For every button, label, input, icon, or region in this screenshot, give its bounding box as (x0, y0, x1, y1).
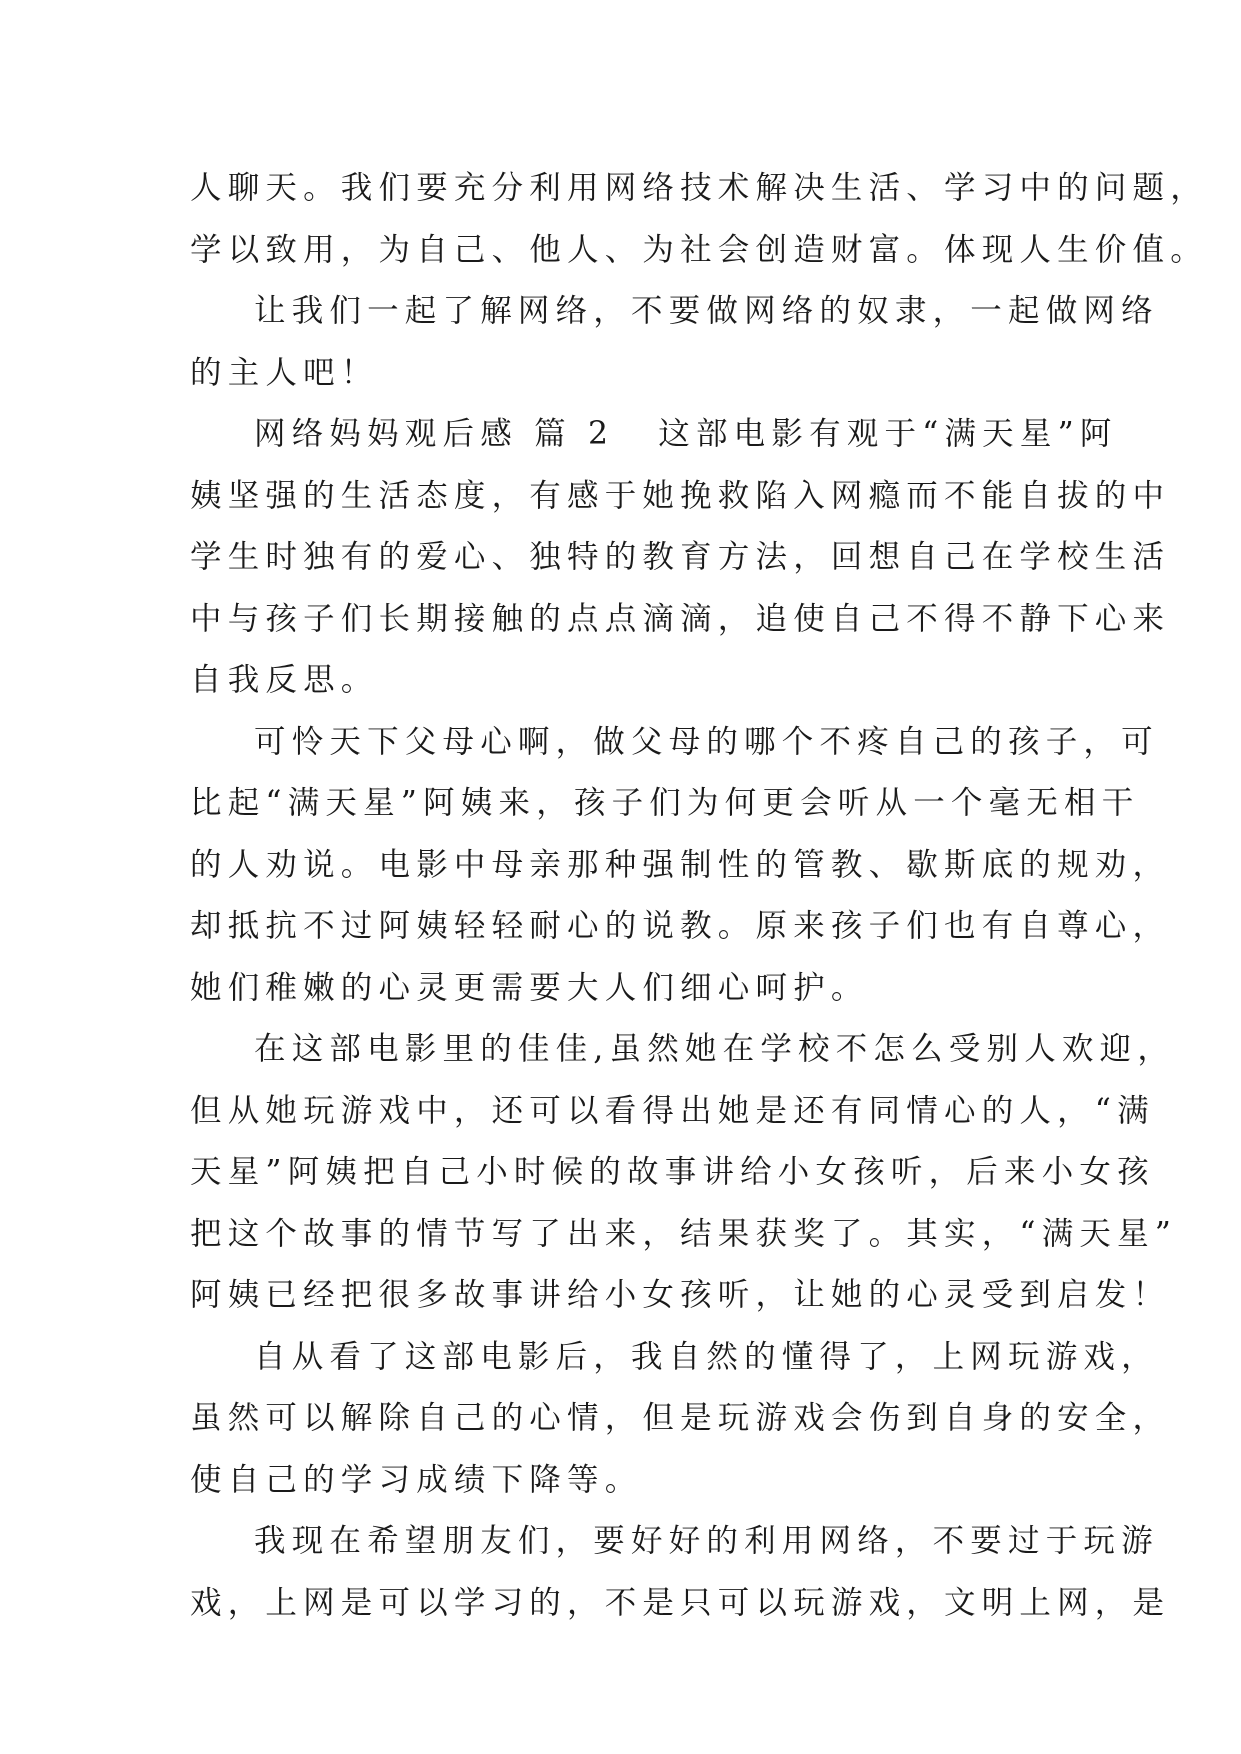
text-line: 姨坚强的生活态度，有感于她挽救陷入网瘾而不能自拔的中 (190, 477, 1171, 514)
text-line: 阿姨已经把很多故事讲给小女孩听，让她的心灵受到启发！ (190, 1277, 1171, 1313)
text-line: 但从她玩游戏中，还可以看得出她是还有同情心的人，“满 (190, 1092, 1155, 1129)
text-line: 人聊天。我们要充分利用网络技术解决生活、学习中的问题， (190, 170, 1208, 206)
text-line: 可怜天下父母心啊，做父母的哪个不疼自己的孩子，可 (254, 723, 1159, 760)
text-line: 的主人吧！ (190, 354, 379, 391)
text-line: 我现在希望朋友们，要好好的利用网络，不要过于玩游 (254, 1523, 1159, 1559)
text-line: 学生时独有的爱心、独特的教育方法，回想自己在学校生活 (190, 539, 1171, 575)
text-line: 自从看了这部电影后，我自然的懂得了，上网玩游戏， (254, 1338, 1159, 1375)
section-number: 篇 2 (534, 416, 615, 452)
text-line: 把这个故事的情节写了出来，结果获奖了。其实，“满天星” (190, 1215, 1178, 1252)
text-line: 天星”阿姨把自己小时候的故事讲给小女孩听，后来小女孩 (190, 1154, 1155, 1190)
text-line: 比起“满天星”阿姨来，孩子们为何更会听从一个毫无相干 (190, 785, 1140, 821)
text-line: 让我们一起了解网络，不要做网络的奴隶，一起做网络 (254, 293, 1159, 329)
text-line: 的人劝说。电影中母亲那种强制性的管教、歇斯底的规劝， (190, 846, 1171, 883)
text-line: 中与孩子们长期接触的点点滴滴，追使自己不得不静下心来 (190, 600, 1171, 637)
text-line: 学以致用，为自己、他人、为社会创造财富。体现人生价值。 (190, 231, 1208, 268)
section-title: 网络妈妈观后感 (254, 416, 518, 452)
text-line: 戏，上网是可以学习的，不是只可以玩游戏，文明上网，是 (190, 1584, 1171, 1621)
text-line: 自我反思。 (190, 662, 379, 698)
section-first-sentence: 这部电影有观于“满天星”阿 (658, 416, 1118, 452)
text-line: 在这部电影里的佳佳,虽然她在学校不怎么受别人欢迎， (254, 1031, 1176, 1067)
document-body (190, 158, 1208, 1634)
text-line: 却抵抗不过阿姨轻轻耐心的说教。原来孩子们也有自尊心， (190, 908, 1171, 944)
text-line: 使自己的学习成绩下降等。 (190, 1461, 643, 1498)
text-line: 她们稚嫩的心灵更需要大人们细心呵护。 (190, 969, 869, 1006)
section-heading-line (190, 404, 1118, 466)
text-line: 虽然可以解除自己的心情，但是玩游戏会伤到自身的安全， (190, 1400, 1171, 1436)
